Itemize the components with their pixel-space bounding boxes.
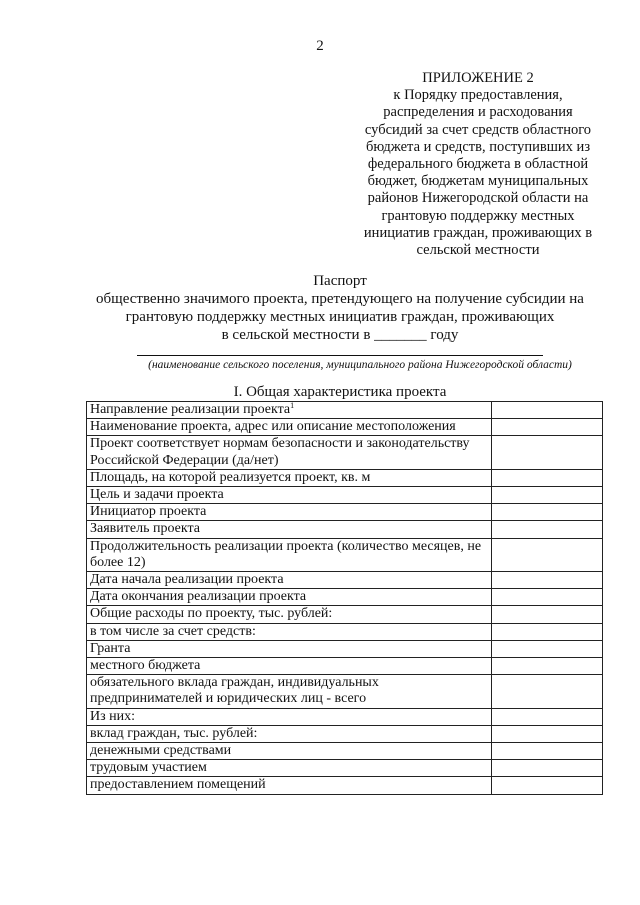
appendix-line: федерального бюджета в областной [367,156,589,173]
row-label: Продолжительность реализации проекта (количество месяцев, не более 12) [90,538,482,570]
table-row [87,725,603,742]
row-value-cell[interactable] [492,675,603,708]
footnote-mark: 1 [290,401,295,410]
row-label-cell [87,504,492,521]
appendix-line: бюджета и средств, поступивших из [365,138,591,155]
row-label: местного бюджета [90,658,201,674]
row-value-cell[interactable] [492,589,603,606]
table-row [87,469,603,486]
table-row [87,504,603,521]
row-label-cell [87,419,492,436]
page-number: 2 [316,38,324,54]
table-row [87,675,603,708]
row-value-cell[interactable] [492,572,603,589]
row-label: предоставлением помещений [90,777,266,793]
passport-title: Паспорт [313,273,367,289]
row-value-cell[interactable] [492,419,603,436]
appendix-line: районов Нижегородской области на [367,190,589,207]
table-row [87,708,603,725]
passport-line: грантовую поддержку местных инициатив граждан, проживающих [125,309,555,325]
appendix-line: инициатив граждан, проживающих в [363,224,593,241]
row-label-cell [87,436,492,469]
row-label: Площадь, на которой реализуется проект, кв. м [90,469,371,485]
table-row [87,436,603,469]
appendix-line: распределения и расходования [383,104,573,121]
row-label-cell [87,589,492,606]
row-label: трудовым участием [90,760,207,776]
appendix-line: субсидий за счет средств областного [364,121,592,138]
row-label: Общие расходы по проекту, тыс. рублей: [90,606,333,622]
row-label-cell [87,708,492,725]
row-label-cell [87,469,492,486]
row-value-cell[interactable] [492,538,603,571]
table-row [87,777,603,794]
row-label-cell [87,521,492,538]
row-value-cell[interactable] [492,487,603,504]
settlement-name-line [137,355,543,356]
row-label: Цель и задачи проекта [90,487,224,503]
section-title: I. Общая характеристика проекта [233,384,447,400]
row-label-cell [87,487,492,504]
passport-heading [60,272,620,344]
row-label: Из них: [90,708,136,724]
table-row [87,640,603,657]
table-row [87,760,603,777]
appendix-heading [355,70,601,259]
row-value-cell[interactable] [492,640,603,657]
table-row [87,589,603,606]
row-label-cell [87,760,492,777]
settlement-name-caption: (наименование сельского поселения, муниципального района Нижегородской области) [148,359,572,371]
row-label-cell [87,743,492,760]
appendix-line: бюджет, бюджетам муниципальных [367,173,589,190]
row-value-cell[interactable] [492,469,603,486]
row-value-cell[interactable] [492,725,603,742]
row-label: Инициатор проекта [90,504,207,520]
row-label: Дата окончания реализации проекта [90,589,307,605]
row-label: денежными средствами [90,743,232,759]
row-label: Наименование проекта, адрес или описание местоположения [90,419,456,435]
row-value-cell[interactable] [492,743,603,760]
table-row [87,606,603,623]
row-label: обязательного вклада граждан, индивидуальных предпринимателей и юридических лиц - всего [90,675,379,707]
table-row [87,419,603,436]
row-label-cell [87,572,492,589]
row-value-cell[interactable] [492,658,603,675]
table-row [87,521,603,538]
row-value-cell[interactable] [492,521,603,538]
row-label: в том числе за счет средств: [90,623,256,639]
row-value-cell[interactable] [492,606,603,623]
table-row [87,402,603,419]
row-value-cell[interactable] [492,402,603,419]
row-label: Направление реализации проекта [90,402,291,417]
row-label-cell [87,640,492,657]
row-label: Заявитель проекта [90,521,200,537]
project-characteristics-table [86,401,603,795]
row-value-cell[interactable] [492,708,603,725]
row-label-cell [87,606,492,623]
passport-line: общественно значимого проекта, претендующего на получение субсидии на [96,291,584,307]
row-label: Дата начала реализации проекта [90,572,284,588]
row-value-cell[interactable] [492,623,603,640]
table-row [87,572,603,589]
appendix-line: к Порядку предоставления, [393,87,563,104]
appendix-line: ПРИЛОЖЕНИЕ 2 [422,70,534,86]
row-label-cell [87,658,492,675]
appendix-line: грантовую поддержку местных [381,207,575,224]
row-label-cell [87,538,492,571]
row-value-cell[interactable] [492,760,603,777]
appendix-line: сельской местности [416,242,540,259]
row-label: вклад граждан, тыс. рублей: [90,725,258,741]
table-row [87,658,603,675]
row-label-cell [87,402,492,419]
passport-line: в сельской местности в _______ году [221,327,459,343]
row-label-cell [87,675,492,708]
table-row [87,623,603,640]
row-label-cell [87,725,492,742]
row-value-cell[interactable] [492,504,603,521]
row-label: Проект соответствует нормам безопасности и законодательству Российской Федерации (да/нет) [90,436,470,468]
row-label-cell [87,777,492,794]
table-row [87,538,603,571]
row-value-cell[interactable] [492,777,603,794]
table-row [87,743,603,760]
row-value-cell[interactable] [492,436,603,469]
table-row [87,487,603,504]
row-label-cell [87,623,492,640]
row-label: Гранта [90,640,131,656]
